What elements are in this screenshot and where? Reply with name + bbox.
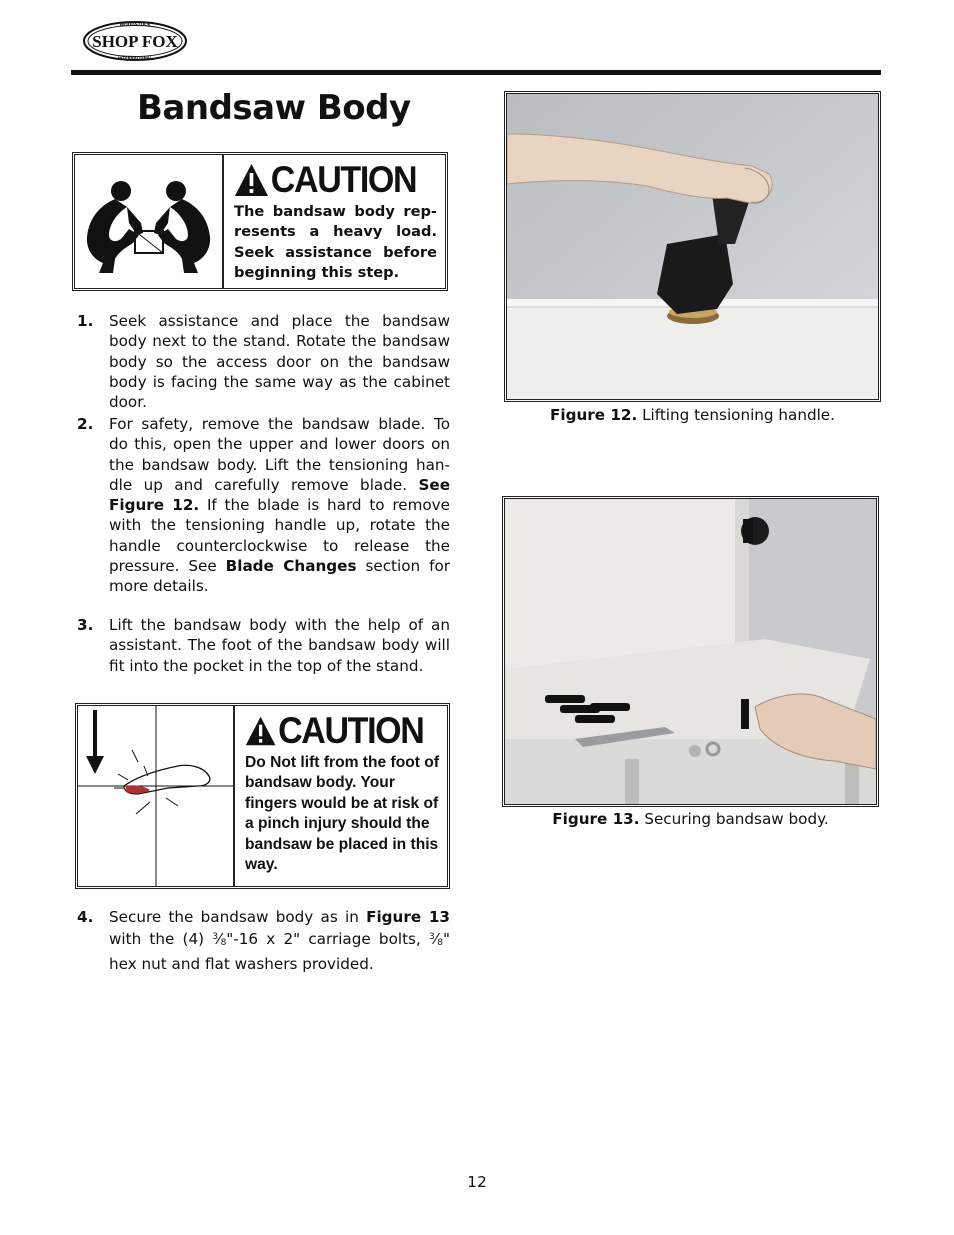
figure-12-photo	[504, 91, 881, 402]
caution-box-pinch	[75, 703, 450, 889]
step-4	[77, 907, 450, 974]
step-3	[77, 615, 450, 676]
step-2	[77, 414, 450, 597]
caution-box-heavy-load	[72, 152, 448, 291]
pinch-hazard-icon	[78, 706, 235, 886]
step-text: For safety, remove the bandsaw blade. To do this, open the upper and lower doors on the bandsaw body. Lift the tensioning han-dle up and carefully remove blade. See Figure 12. If the blade is hard to remove with the tensioning handle up, rotate the handle counterclockwise to release the pressure. See Blade Changes section for more details.	[109, 415, 451, 596]
warning-triangle-icon	[234, 163, 269, 197]
figure-12-ref: See Figure 12.	[109, 475, 450, 515]
caution-heading: CAUTION	[234, 161, 421, 198]
figure-12-caption: Figure 12. Lifting tensioning handle.	[550, 406, 835, 424]
caution-content	[235, 706, 447, 886]
figure-13-ref: Figure 13	[366, 908, 450, 926]
logo-arc-top: WOODSTOCK	[119, 22, 151, 27]
blade-changes-ref: Blade Changes	[225, 557, 357, 576]
step-1	[77, 311, 450, 412]
step-number: 4.	[77, 908, 94, 926]
logo-text: SHOP FOX	[92, 32, 178, 51]
shop-fox-logo	[82, 18, 188, 64]
header-rule	[71, 70, 881, 75]
caution-text: The bandsaw body rep-resents a heavy load. Seek assistance before beginning this step.	[234, 203, 437, 282]
step-number: 2.	[77, 415, 94, 433]
page-number: 12	[467, 1173, 487, 1191]
step-text: Secure the bandsaw body as in Figure 13 with the (4) $^3⁄_8"-16$ x 2" carriage bolts, $^3⁄_8$" hex nut and flat washers provided.	[109, 908, 450, 973]
step-number: 3.	[77, 616, 94, 634]
figure-13-caption: Figure 13. Securing bandsaw body.	[552, 810, 829, 828]
step-number: 1.	[77, 312, 94, 330]
caution-text: Do Not lift from the foot of bandsaw body. Your fingers would be at risk of a pinch injury should the bandsaw be placed in this way.	[245, 754, 440, 874]
figure-13-photo	[502, 496, 879, 807]
caution-content	[224, 155, 445, 288]
step-text: Lift the bandsaw body with the help of an assistant. The foot of the bandsaw body will fit into the pocket in the top of the stand.	[109, 616, 450, 675]
two-person-lift-icon	[75, 155, 224, 288]
step-text: Seek assistance and place the bandsaw body next to the stand. Rotate the bandsaw body so the access door on the bandsaw body is facing the same way as the cabinet door.	[109, 312, 450, 412]
caution-heading: CAUTION	[245, 712, 423, 749]
logo-arc-bottom: INTERNATIONAL	[117, 55, 153, 60]
page-title: Bandsaw Body	[137, 88, 411, 128]
warning-triangle-icon	[245, 714, 276, 748]
